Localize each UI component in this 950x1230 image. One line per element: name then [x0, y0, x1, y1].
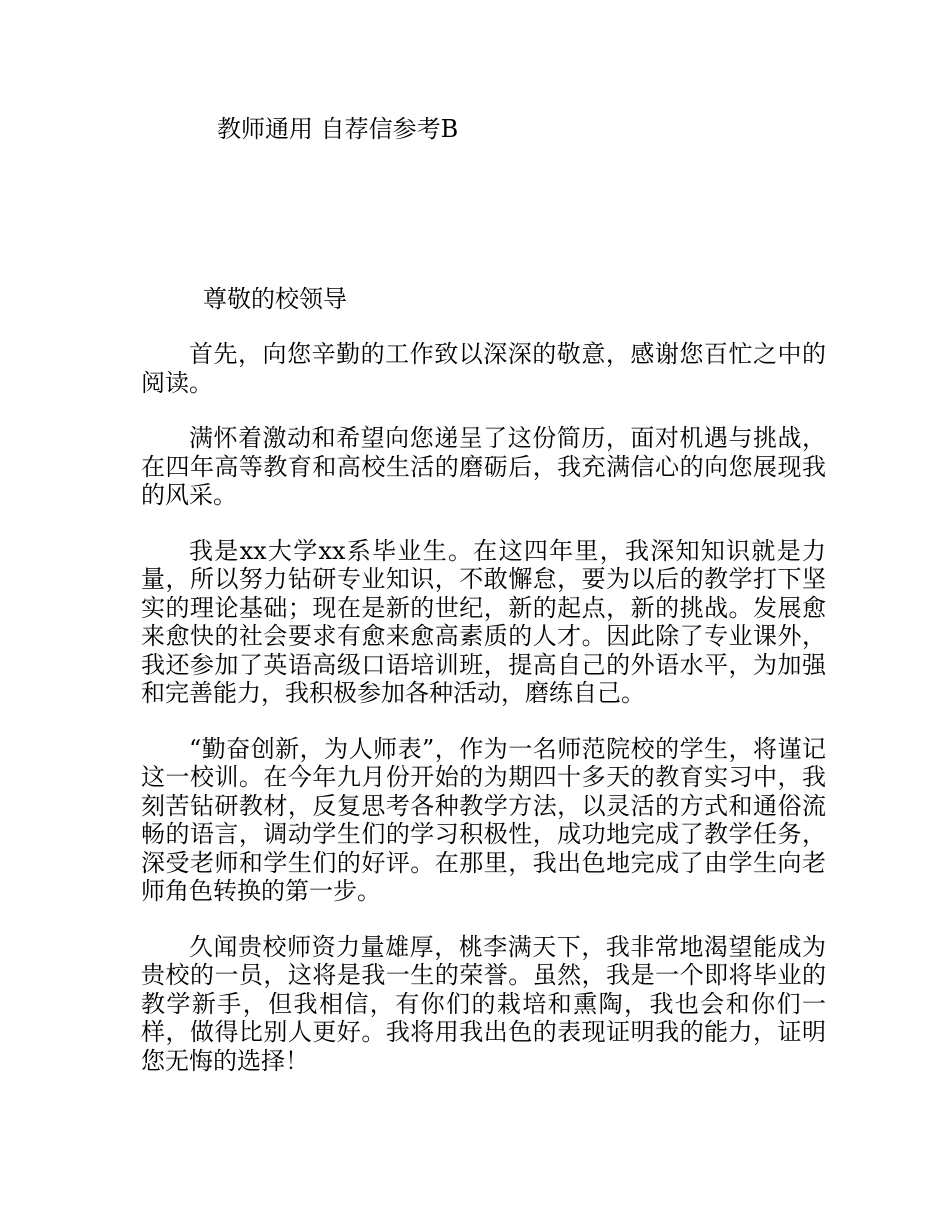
- paragraph-4: “勤奋创新，为人师表”，作为一名师范院校的学生，将谨记这一校训。在今年九月份开始的为期四十多天的教育实习中，我刻苦钻研教材，反复思考各种教学方法，以灵活的方式和通俗流畅的语言，调动学生们的学习积极性，成功地完成了教学任务，深受老师和学生们的好评。在那里，我出色地完成了由学生向老师角色转换的第一步。: [141, 734, 826, 905]
- letter-body: [141, 340, 826, 1102]
- paragraph-1: 首先，向您辛勤的工作致以深深的敬意，感谢您百忙之中的阅读。: [141, 340, 826, 397]
- paragraph-3: 我是xx大学xx系毕业生。在这四年里，我深知知识就是力量，所以努力钻研专业知识，不敢懈怠，要为以后的教学打下坚实的理论基础；现在是新的世纪，新的起点，新的挑战。发展愈来愈快的社会要求有愈来愈高素质的人才。因此除了专业课外，我还参加了英语高级口语培训班，提高自己的外语水平，为加强和完善能力，我积极参加各种活动，磨练自己。: [141, 536, 826, 707]
- paragraph-2: 满怀着激动和希望向您递呈了这份简历，面对机遇与挑战，在四年高等教育和高校生活的磨砺后，我充满信心的向您展现我的风采。: [141, 424, 826, 509]
- salutation: 尊敬的校领导: [203, 285, 347, 313]
- document-title: 教师通用 自荐信参考B: [217, 115, 459, 143]
- paragraph-5: 久闻贵校师资力量雄厚，桃李满天下，我非常地渴望能成为贵校的一员，这将是我一生的荣誉。虽然，我是一个即将毕业的教学新手，但我相信，有你们的栽培和熏陶，我也会和你们一样，做得比别人更好。我将用我出色的表现证明我的能力，证明您无悔的选择！: [141, 932, 826, 1075]
